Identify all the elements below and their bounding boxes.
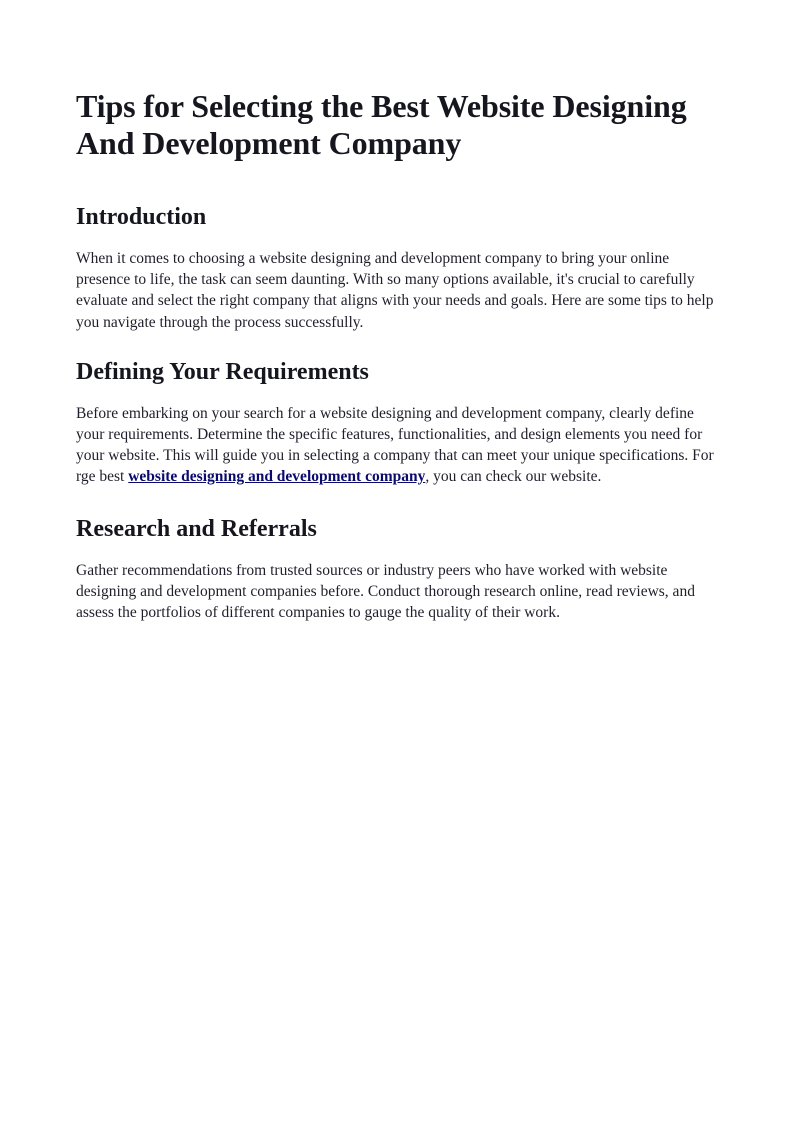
section-heading-defining-requirements: Defining Your Requirements <box>76 358 369 385</box>
section-heading-introduction: Introduction <box>76 204 207 230</box>
body-text-before-link: Before embarking on your search for a website designing and development company, clearly define your requirements. Determine the specific features, functionalities, and design elements you need for your website. This will guide you in selecting a company that can meet your unique specifications. For rge best <box>76 404 714 486</box>
page-title: Tips for Selecting the Best Website Designing And Development Company <box>76 88 687 161</box>
section-heading-research-referrals: Research and Referrals <box>76 515 317 542</box>
section-body-defining-requirements <box>76 403 720 488</box>
website-company-link[interactable]: website designing and development company <box>128 468 426 486</box>
section-body-introduction: When it comes to choosing a website designing and development company to bring your online presence to life, the task can seem daunting. With so many options available, it's crucial to carefully evaluate and select the right company that aligns with your needs and goals. Here are some tips to help you navigate through the process successfully. <box>76 250 714 331</box>
section-body-research-referrals: Gather recommendations from trusted sources or industry peers who have worked with website designing and development companies before. Conduct thorough research online, read reviews, and assess the portfolios of different companies to gauge the quality of their work. <box>76 561 695 622</box>
document-page <box>76 88 720 623</box>
body-text-after-link: , you can check our website. <box>425 468 602 486</box>
